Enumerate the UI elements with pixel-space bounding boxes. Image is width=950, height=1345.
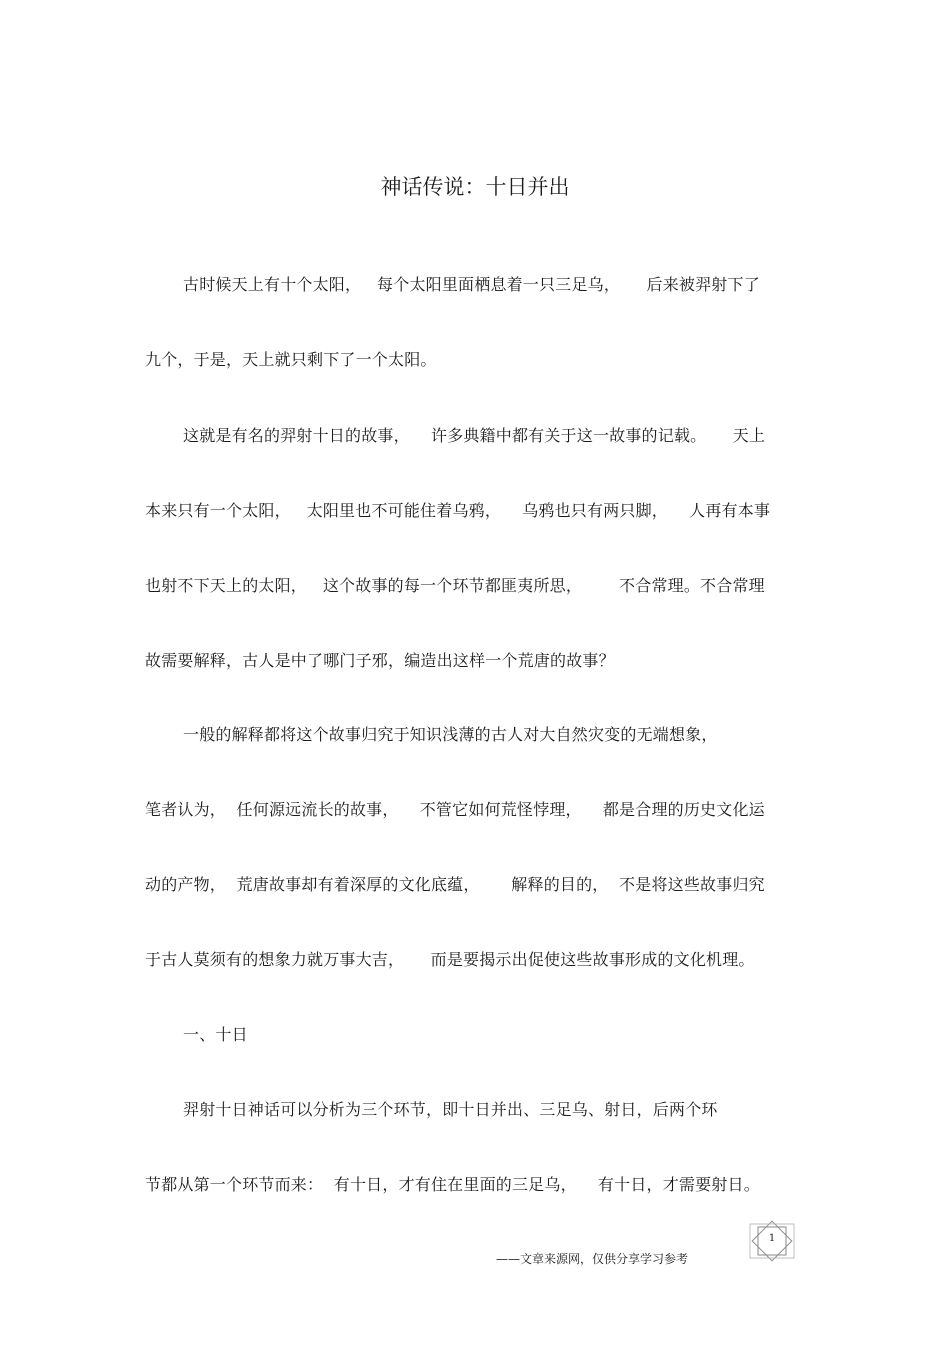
section-heading: 一、十日 <box>183 1025 248 1044</box>
paragraph-2-line-2: 本来只有一个太阳， 太阳里也不可能住着乌鸦， 乌鸦也只有两只脚， 人再有本事 <box>145 501 771 520</box>
page-number: 1 <box>768 1233 776 1244</box>
paragraph-2-line-1: 这就是有名的羿射十日的故事， 许多典籍中都有关于这一故事的记载。 天上 <box>183 426 766 445</box>
paragraph-3-line-3: 动的产物， 荒唐故事却有着深厚的文化底蕴， 解释的目的， 不是将这些故事归究 <box>145 875 765 894</box>
paragraph-1-line-2: 九个，于是，天上就只剩下了一个太阳。 <box>145 350 437 369</box>
document-title: 神话传说：十日并出 <box>380 175 570 199</box>
page-number-badge <box>748 1220 796 1262</box>
paragraph-3-line-4: 于古人莫须有的想象力就万事大吉， 而是要揭示出促使这些故事形成的文化机理。 <box>145 950 755 969</box>
paragraph-2-line-4: 故需要解释，古人是中了哪门子邪，编造出这样一个荒唐的故事？ <box>145 651 615 670</box>
footer-source-note: ——文章来源网，仅供分享学习参考 <box>496 1252 689 1266</box>
paragraph-2-line-3: 也射不下天上的太阳， 这个故事的每一个环节都匪夷所思， 不合常理。不合常理 <box>145 576 765 595</box>
paragraph-4-line-1: 羿射十日神话可以分析为三个环节，即十日并出、三足乌、射日，后两个环 <box>183 1100 718 1119</box>
paragraph-4-line-2: 节都从第一个环节而来： 有十日，才有住在里面的三足乌， 有十日，才需要射日。 <box>145 1175 760 1194</box>
paragraph-3-line-2: 笔者认为， 任何源远流长的故事， 不管它如何荒怪悖理， 都是合理的历史文化运 <box>145 800 765 819</box>
paragraph-3-line-1: 一般的解释都将这个故事归究于知识浅薄的古人对大自然灾变的无端想象， <box>183 725 718 744</box>
paragraph-1-line-1: 古时候天上有十个太阳， 每个太阳里面栖息着一只三足乌， 后来被羿射下了 <box>183 275 760 294</box>
